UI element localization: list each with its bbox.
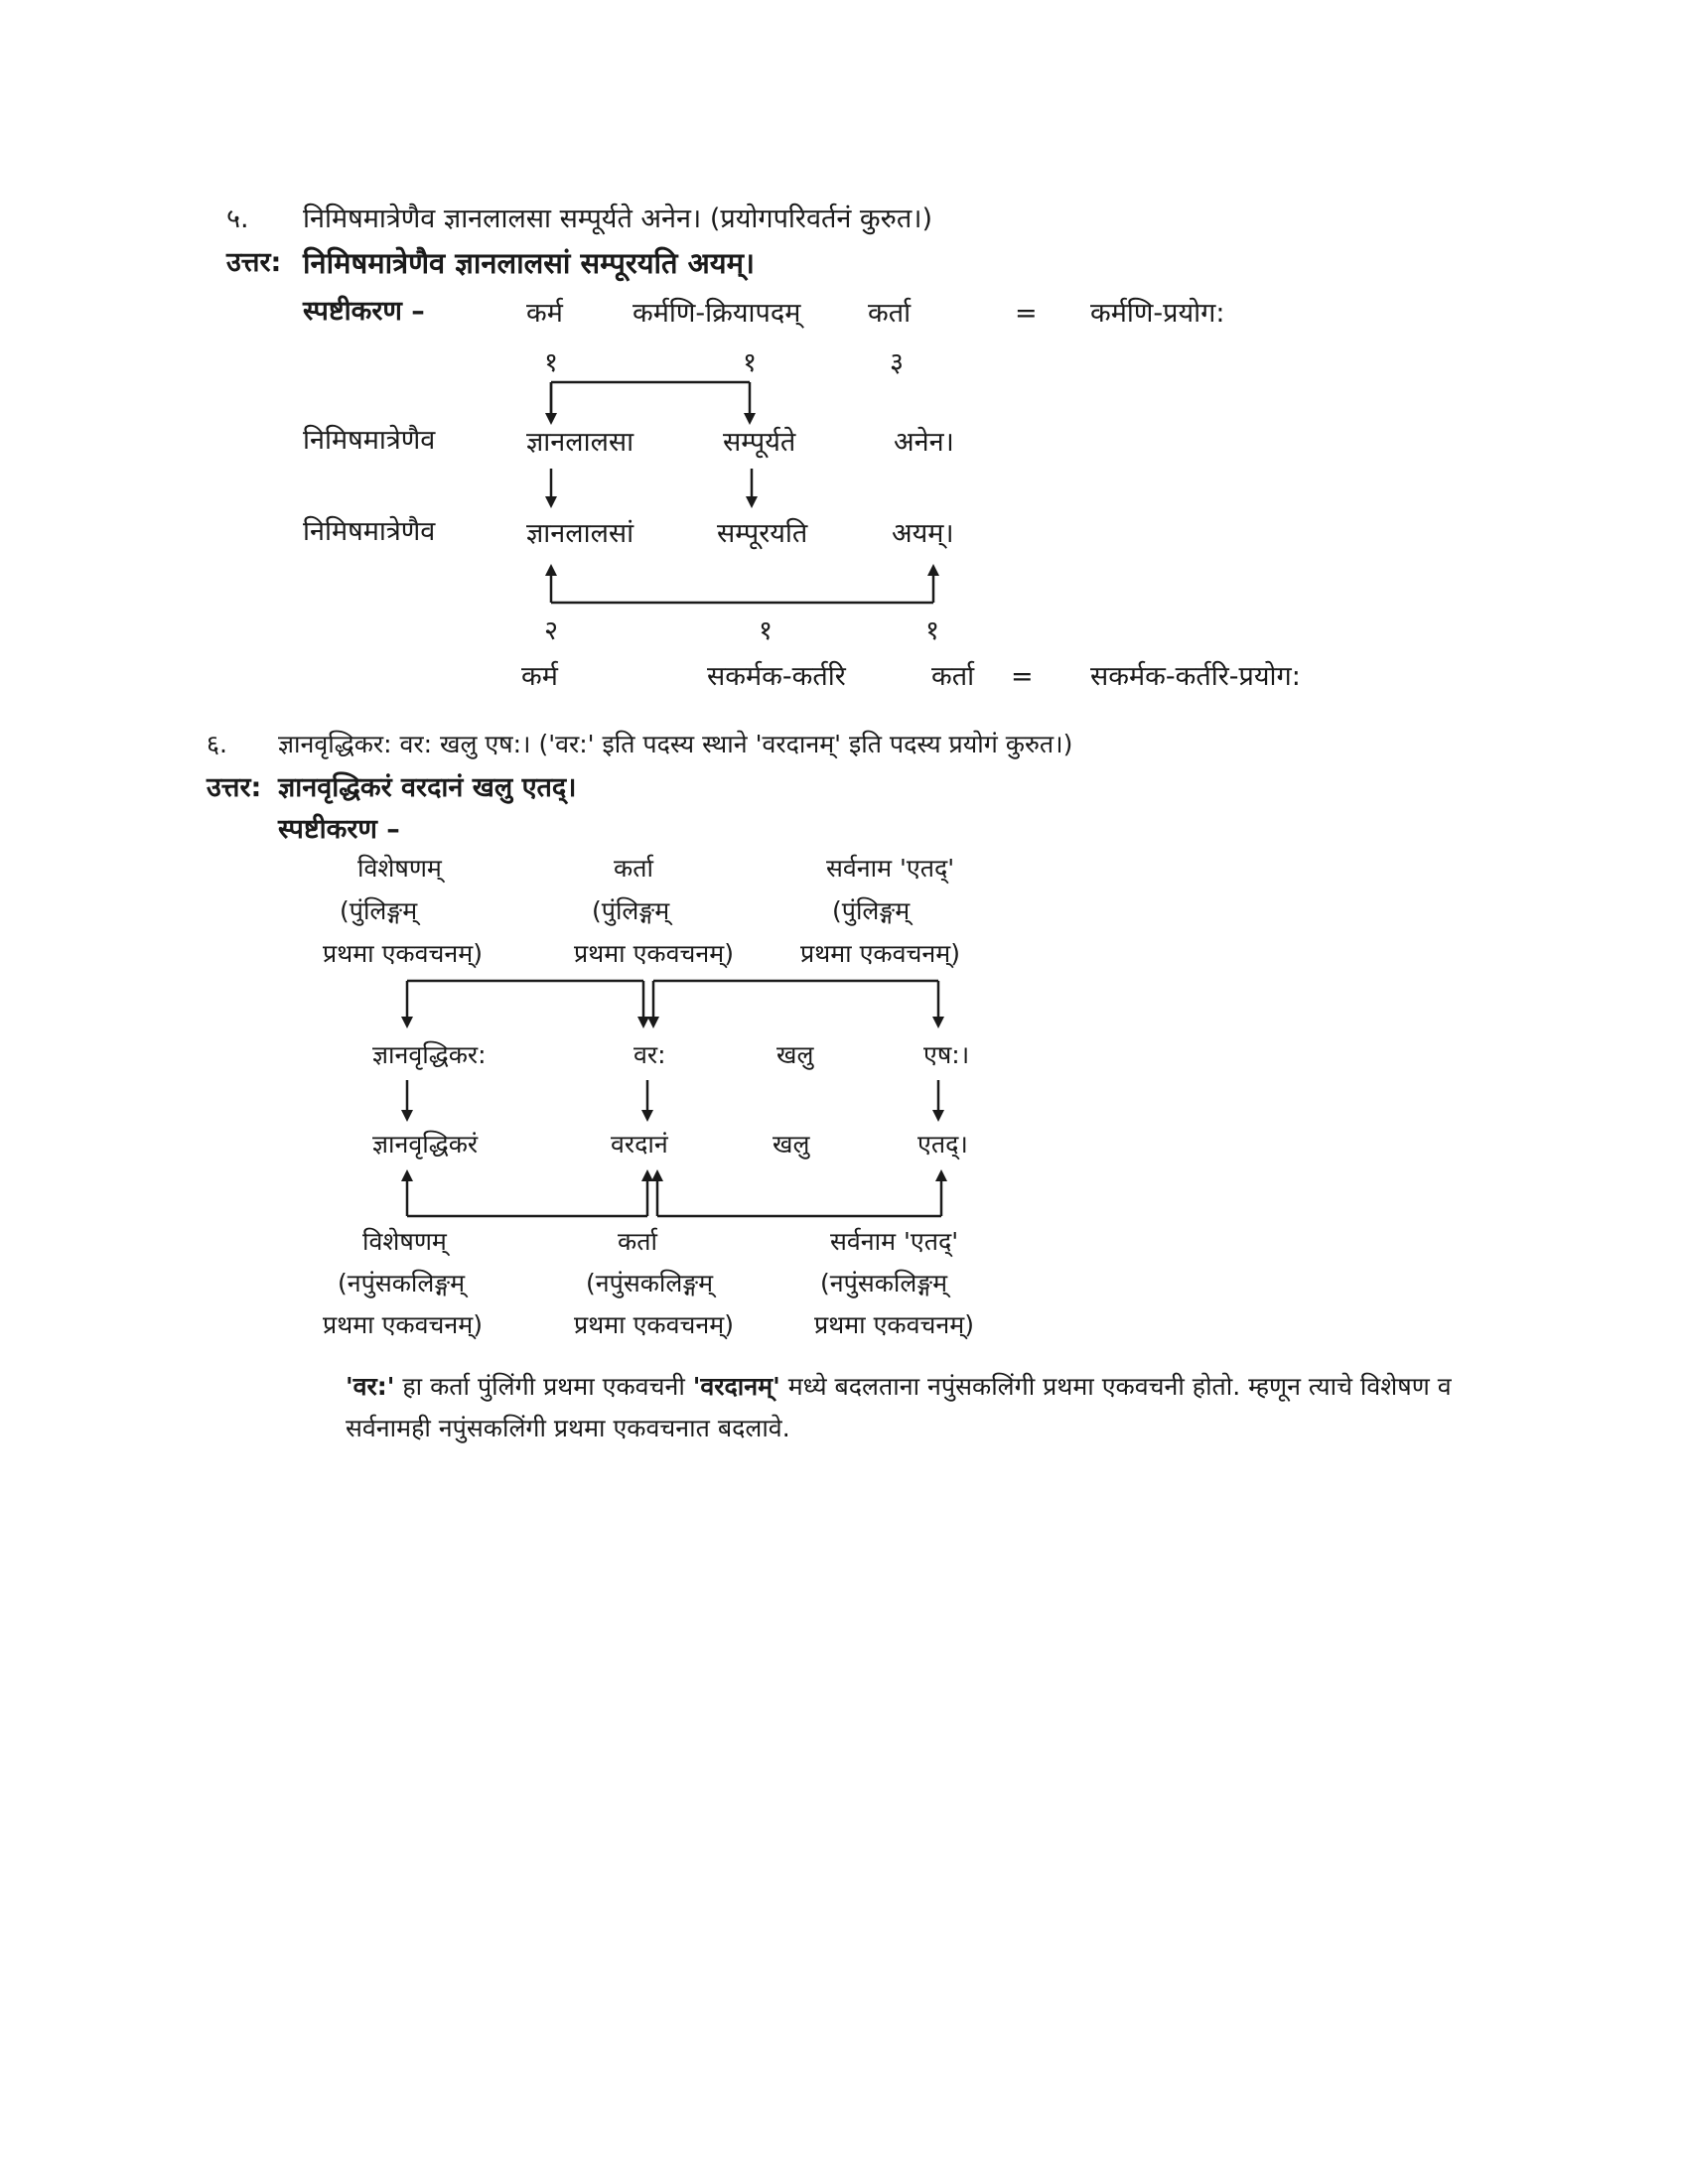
q6-note-text: हा कर्ता पुंलिंगी प्रथमा एकवचनी bbox=[394, 1372, 693, 1401]
q6-row1-word: ज्ञानवृद्धिकर: bbox=[372, 1040, 487, 1069]
q6-arrowhead bbox=[401, 1169, 413, 1181]
q6-question: ज्ञानवृद्धिकर: वर: खलु एष:। ('वर:' इति पदस्य स्थाने 'वरदानम्' इति पदस्य प्रयोगं कुरुत।) bbox=[278, 730, 1073, 758]
q6-note-term-varadanam: 'वरदानम्' bbox=[692, 1372, 780, 1401]
q5-top-label: कर्म bbox=[526, 298, 563, 329]
q6-note-text: मध्ये बदलताना नपुंसकलिंगी प्रथमा एकवचनी होतो. म्हणून त्याचे विशेषण व bbox=[779, 1372, 1452, 1401]
q6-arrowhead bbox=[637, 1017, 649, 1028]
q6-arrowhead bbox=[401, 1017, 413, 1028]
q5-row2-word: ज्ञानलालसां bbox=[526, 518, 634, 549]
q6-top-header: प्रथमा एकवचनम्) bbox=[574, 939, 734, 968]
q6-arrowhead bbox=[641, 1110, 653, 1122]
q5-explanation-label: स्पष्टीकरण – bbox=[303, 296, 425, 327]
q6-answer-label: उत्तर: bbox=[207, 772, 262, 803]
q5-row2-word: सम्पूरयति bbox=[717, 518, 808, 549]
q5-bottom-number: २ bbox=[544, 615, 559, 646]
q6-row2-word: ज्ञानवृद्धिकरं bbox=[372, 1130, 479, 1159]
q5-question: निमिषमात्रेणैव ज्ञानलालसा सम्पूर्यते अनेन। (प्रयोगपरिवर्तनं कुरुत।) bbox=[303, 204, 932, 234]
q6-explanation-label: स्पष्टीकरण – bbox=[278, 814, 400, 845]
q6-note-line1 bbox=[346, 1374, 1452, 1399]
q6-row2-word: खलु bbox=[773, 1130, 810, 1159]
q5-bottom-label: कर्म bbox=[521, 661, 558, 692]
q6-bottom-header: विशेषणम् bbox=[362, 1227, 447, 1256]
q5-arrowhead bbox=[545, 413, 557, 425]
q6-arrowhead bbox=[935, 1169, 947, 1181]
q5-bottom-label: कर्ता bbox=[931, 661, 975, 692]
q5-arrowhead bbox=[927, 564, 939, 576]
q6-answer: ज्ञानवृद्धिकरं वरदानं खलु एतद्। bbox=[278, 772, 577, 803]
q6-row1-word: खलु bbox=[776, 1040, 814, 1069]
q5-top-number: १ bbox=[544, 347, 559, 378]
q6-number: ६. bbox=[207, 730, 227, 758]
q6-row1-word: एष:। bbox=[923, 1040, 970, 1069]
q5-top-number: ३ bbox=[890, 347, 905, 378]
q5-top-label: कर्ता bbox=[868, 298, 912, 329]
q6-arrowhead bbox=[647, 1017, 659, 1028]
q6-row2-word: वरदानं bbox=[611, 1130, 668, 1159]
q6-top-header: विशेषणम् bbox=[357, 854, 442, 883]
q5-number: ५. bbox=[226, 204, 249, 234]
q5-top-number: १ bbox=[743, 347, 758, 378]
q5-row1-word: निमिषमात्रेणैव bbox=[303, 425, 436, 456]
q6-top-header: (पुंलिङ्गम् bbox=[340, 896, 418, 925]
q5-row2-word: अयम्। bbox=[892, 518, 954, 549]
q5-top-label: कर्मणि-क्रियापदम् bbox=[633, 298, 801, 329]
q6-bottom-header: कर्ता bbox=[618, 1227, 657, 1256]
q6-arrowhead bbox=[401, 1110, 413, 1122]
q6-row1-word: वर: bbox=[633, 1040, 666, 1069]
q6-bottom-header: सर्वनाम 'एतद्' bbox=[830, 1227, 959, 1256]
q5-arrowhead bbox=[545, 496, 557, 508]
q6-note-term-vara: 'वर:' bbox=[346, 1372, 395, 1401]
q5-bottom-label: सकर्मक-कर्तरि bbox=[707, 661, 846, 692]
q6-top-header: कर्ता bbox=[614, 854, 653, 883]
q5-bottom-number: १ bbox=[925, 615, 940, 646]
q6-arrowhead bbox=[641, 1169, 653, 1181]
q6-bottom-header: प्रथमा एकवचनम्) bbox=[574, 1310, 734, 1339]
q6-arrowhead bbox=[932, 1110, 944, 1122]
q6-row2-word: एतद्। bbox=[917, 1130, 968, 1159]
q6-arrowhead bbox=[932, 1017, 944, 1028]
q5-answer-label: उत्तर: bbox=[226, 247, 282, 278]
q5-bottom-number: १ bbox=[759, 615, 774, 646]
q5-row1-word: सम्पूर्यते bbox=[723, 427, 796, 458]
q5-top-label: कर्मणि-प्रयोग: bbox=[1090, 298, 1225, 329]
q6-bottom-header: (नपुंसकलिङ्गम् bbox=[338, 1269, 466, 1297]
q5-arrowhead bbox=[744, 413, 756, 425]
q6-bottom-header: प्रथमा एकवचनम्) bbox=[814, 1310, 974, 1339]
q5-answer: निमिषमात्रेणैव ज्ञानलालसां सम्पूरयति अयम्। bbox=[303, 246, 755, 280]
q6-top-header: प्रथमा एकवचनम्) bbox=[800, 939, 960, 968]
q5-arrowhead bbox=[746, 496, 758, 508]
q6-bottom-header: (नपुंसकलिङ्गम् bbox=[820, 1269, 948, 1297]
q6-note-line2: सर्वनामही नपुंसकलिंगी प्रथमा एकवचनात बदलावे. bbox=[346, 1414, 790, 1442]
q5-row1-word: अनेन। bbox=[894, 427, 954, 458]
q6-top-header: (पुंलिङ्गम् bbox=[832, 896, 911, 925]
q6-arrowhead bbox=[651, 1169, 663, 1181]
q6-top-header: प्रथमा एकवचनम्) bbox=[323, 939, 483, 968]
q5-row1-word: ज्ञानलालसा bbox=[526, 427, 634, 458]
q5-arrowhead bbox=[545, 564, 557, 576]
q5-top-label: = bbox=[1015, 298, 1038, 329]
q5-bottom-label: = bbox=[1011, 661, 1034, 692]
q5-row2-word: निमिषमात्रेणैव bbox=[303, 516, 436, 547]
q6-top-header: सर्वनाम 'एतद्' bbox=[826, 854, 955, 883]
q6-bottom-header: प्रथमा एकवचनम्) bbox=[323, 1310, 483, 1339]
q6-bottom-header: (नपुंसकलिङ्गम् bbox=[586, 1269, 714, 1297]
q5-bottom-label: सकर्मक-कर्तरि-प्रयोग: bbox=[1090, 661, 1301, 692]
q6-top-header: (पुंलिङ्गम् bbox=[592, 896, 670, 925]
